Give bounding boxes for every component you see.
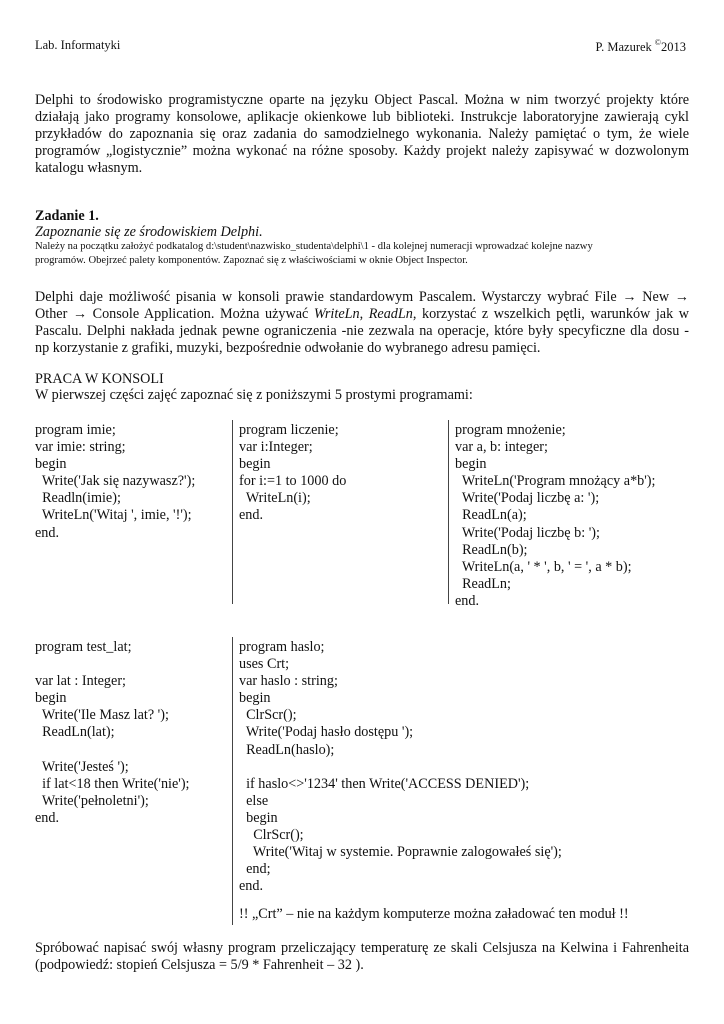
intro-line: Delphi to środowisko programistyczne oparte na języku Object Pascal. Można w nim tworzyć projekty które bbox=[35, 92, 689, 108]
section-title: PRACA W KONSOLI bbox=[35, 371, 164, 387]
intro-line: działają jako programy konsolowe, aplikacje okienkowe lub biblioteki. Instrukcje laboratoryjne zawierają cykl bbox=[35, 109, 689, 125]
console-line: Delphi daje możliwość pisania w konsoli prawie standardowym Pascalem. Wystarczy wybrać File → New → bbox=[35, 289, 689, 305]
console-text: , korzystać z wszelkich pętli, warunków jak w bbox=[412, 306, 690, 322]
console-line: Pascalu. Delphi nakłada jednak pewne ograniczenia -nie zezwala na operacje, które były specyficzne dla dosu - bbox=[35, 323, 689, 339]
task-subtitle: Zapoznanie się ze środowiskiem Delphi. bbox=[35, 224, 263, 240]
readln-keyword: ReadLn bbox=[368, 306, 413, 322]
section-intro: W pierwszej części zajęć zapoznać się z poniższymi 5 prostymi programami: bbox=[35, 387, 473, 403]
copyright-symbol: © bbox=[654, 38, 661, 47]
task-note-line: programów. Obejrzeć palety komponentów. Zapoznać się z właściwościami w oknie Object Inspector. bbox=[35, 255, 468, 266]
intro-line: przykładów do zapoznania się oraz zadania do samodzielnego wykonania. Należy pamiętać o tym, że wiele bbox=[35, 126, 689, 142]
console-line: np korzystanie z grafiki, muzyki, bezpośrednie odwołanie do wybranego adresu pamięci. bbox=[35, 340, 541, 356]
final-line: (podpowiedź: stopień Celsjusza = 5/9 * Fahrenheit – 32 ). bbox=[35, 957, 364, 973]
writeln-keyword: WriteLn bbox=[313, 306, 360, 322]
intro-paragraph bbox=[35, 92, 689, 177]
intro-line: katalogu własnym. bbox=[35, 160, 143, 176]
final-line: Spróbować napisać swój własny program przeliczający temperaturę ze skali Celsjusza na Kelwina i Fahrenheita bbox=[35, 940, 689, 956]
header-year: 2013 bbox=[661, 40, 686, 54]
console-line bbox=[35, 306, 689, 323]
header-author bbox=[596, 38, 686, 55]
task-note-line: Należy na początku założyć podkatalog d:\student\nazwisko_studenta\delphi\1 - dla kolejnej numeracji wprowadzać kolejne nazwy bbox=[35, 241, 593, 252]
program-liczenie-code: program liczenie; var i:Integer; begin for i:=1 to 1000 do WriteLn(i); end. bbox=[239, 422, 347, 524]
task-title: Zadanie 1. bbox=[35, 208, 99, 224]
column-divider bbox=[232, 420, 233, 604]
console-text: Other → Console Application. Można używać bbox=[35, 306, 314, 322]
program-haslo-code: program haslo; uses Crt; var haslo : string; begin ClrScr(); Write('Podaj hasło dostępu '); ReadLn(haslo); if haslo<>'1234' then Write('ACCESS DENIED'); else begin ClrScr(); Write('Witaj w systemie. Poprawnie zalogowałeś się'); end; end. bbox=[239, 639, 562, 895]
program-imie-code: program imie; var imie: string; begin Write('Jak się nazywasz?'); Readln(imie); WriteLn('Witaj ', imie, '!'); end. bbox=[35, 422, 196, 541]
final-task-paragraph bbox=[35, 940, 689, 974]
crt-warning: !! „Crt” – nie na każdym komputerze można załadować ten moduł !! bbox=[239, 906, 629, 922]
task-note bbox=[35, 240, 695, 268]
console-paragraph bbox=[35, 289, 689, 357]
header-author-name: P. Mazurek bbox=[595, 40, 655, 54]
column-divider bbox=[448, 420, 449, 604]
program-mnozenie-code: program mnożenie; var a, b: integer; begin WriteLn('Program mnożący a*b'); Write('Podaj liczbę a: '); ReadLn(a); Write('Podaj liczbę b: '); ReadLn(b); WriteLn(a, ' * ', b, ' = ', a * b); ReadLn; end. bbox=[455, 422, 656, 609]
column-divider bbox=[232, 637, 233, 925]
program-test-lat-code: program test_lat; var lat : Integer; begin Write('Ile Masz lat? '); ReadLn(lat); Write('Jesteś '); if lat<18 then Write('nie'); Write('pełnoletni'); end. bbox=[35, 639, 190, 826]
header-lab-name: Lab. Informatyki bbox=[35, 38, 121, 52]
intro-line: programów „logistycznie” można wykonać na różne sposoby. Każdy projekt należy zapisywać w dozwolonym bbox=[35, 143, 689, 159]
console-text: , bbox=[359, 306, 369, 322]
